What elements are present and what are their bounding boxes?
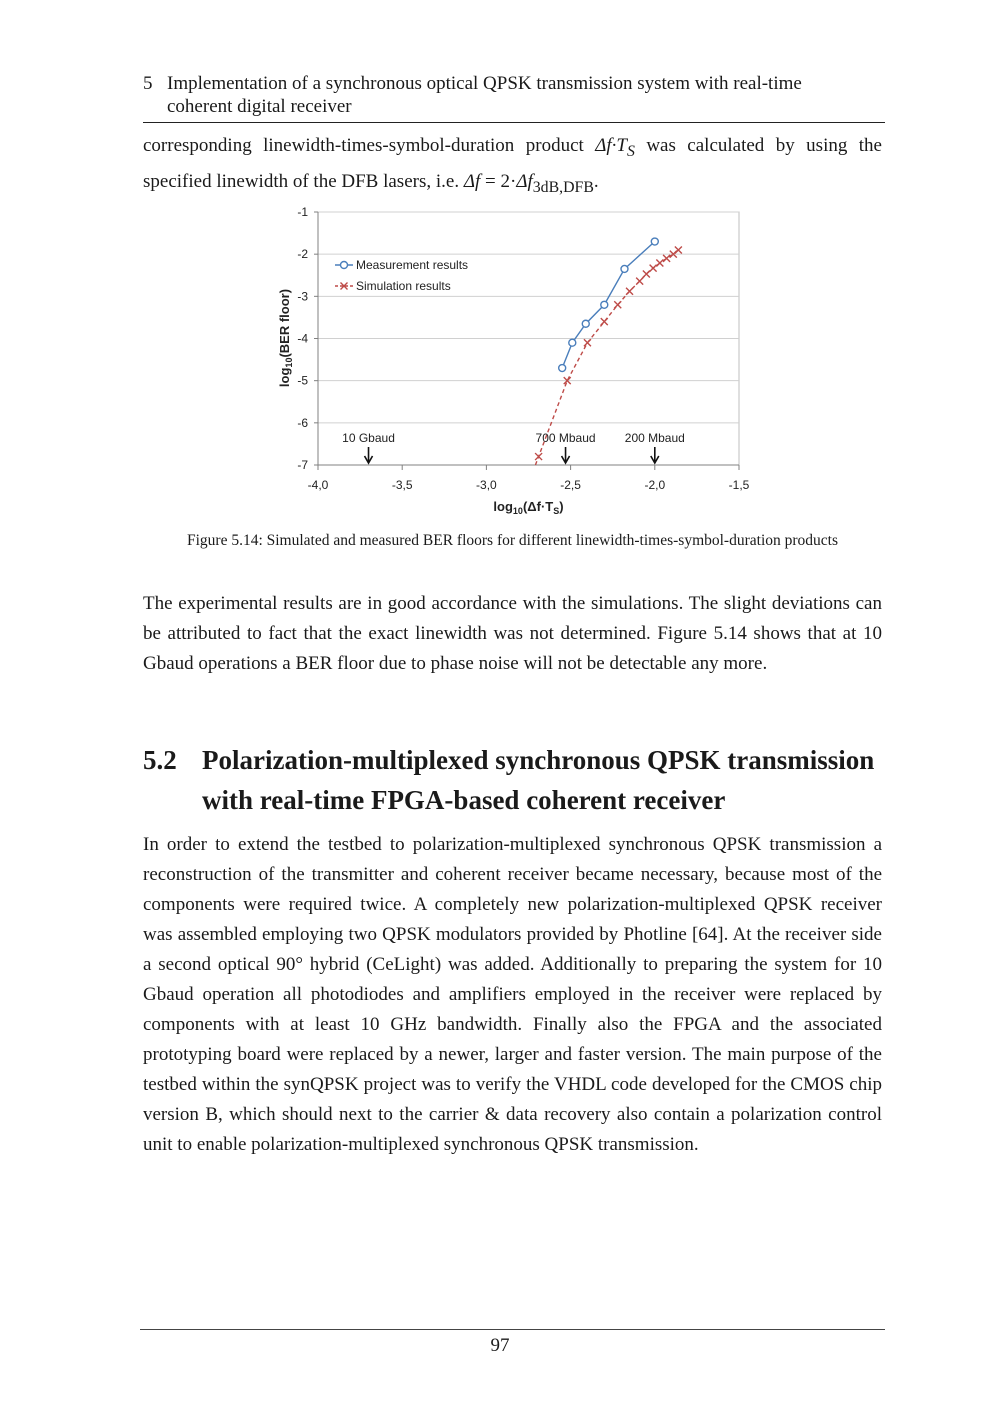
y-tick-label: -4 xyxy=(297,331,308,346)
x-tick-label: -2,5 xyxy=(560,478,581,492)
intro-text-4: . xyxy=(593,170,599,192)
series-line-measurement xyxy=(562,242,655,369)
intro-text-2: was calculated by using the specified linewidth of the DFB lasers, i.e. xyxy=(143,135,882,192)
testbed-paragraph: In order to extend the testbed to polarization-multiplexed synchronous QPSK transmission a reconstruction of the transmitter and coherent receiver became necessary, because most of the components were required twice. A completely new polarization-multiplexed QPSK receiver was assembled employing two QPSK modulators provided by Photline [64]. At the receiver side a second optical 90° hybrid (CeLight) was added. Additionally to preparing the system for 10 Gbaud operation all photodiodes and amplifiers employed in the receiver were replaced by components with at least 10 GHz bandwidth. Finally also the FPGA and the associated prototyping board were replaced by a newer, larger and faster version. The main purpose of the testbed within the synQPSK project was to verify the VHDL code developed for the CMOS chip version B, which should next to the carrier & data recovery also contain a polarization control unit to enable polarization-multiplexed synchronous QPSK transmission. xyxy=(143,834,882,1155)
intro-math-2: Δf xyxy=(463,170,481,192)
section-title: Polarization-multiplexed synchronous QPSK transmission with real-time FPGA-based coherent receiver xyxy=(202,745,875,815)
x-tick-label: -2,0 xyxy=(644,478,666,492)
chapter-title-line1: Implementation of a synchronous optical QPSK transmission system with real-time xyxy=(167,73,802,94)
page-number: 97 xyxy=(490,1335,510,1356)
intro-text-1: corresponding linewidth-times-symbol-duration product xyxy=(143,135,596,156)
annotation-label: 700 Mbaud xyxy=(535,431,596,445)
section-number: 5.2 xyxy=(143,745,177,775)
intro-math-3: Δf xyxy=(516,170,533,192)
annotation-label: 200 Mbaud xyxy=(624,431,685,445)
data-point-simulation xyxy=(535,453,542,460)
section-heading xyxy=(143,740,885,820)
legend-marker xyxy=(341,262,348,269)
x-tick-label: -4,0 xyxy=(307,478,329,492)
data-point-measurement xyxy=(651,238,658,245)
intro-math-1-sub: S xyxy=(626,142,635,160)
results-paragraph: The experimental results are in good accordance with the simulations. The slight deviations can be attributed to fact that the exact linewidth was not determined. Figure 5.14 shows that at 10 Gbaud operations a BER floor due to phase noise will not be detectable any more. xyxy=(143,593,882,674)
legend-label: Simulation results xyxy=(356,279,451,293)
data-point-measurement xyxy=(621,265,628,272)
y-tick-label: -5 xyxy=(297,373,308,388)
data-point-simulation xyxy=(675,246,682,253)
y-tick-label: -1 xyxy=(297,205,308,219)
chapter-title-line2: coherent digital receiver xyxy=(167,96,352,117)
intro-text-3: = 2· xyxy=(480,170,517,192)
footer-rule xyxy=(140,1329,885,1330)
y-tick-label: -2 xyxy=(297,247,308,262)
intro-math-1: Δf·T xyxy=(595,135,627,156)
data-point-simulation xyxy=(584,339,591,346)
data-point-measurement xyxy=(559,365,566,372)
data-point-simulation xyxy=(626,288,633,295)
data-point-measurement xyxy=(601,301,608,308)
data-point-simulation xyxy=(614,301,621,308)
x-tick-label: -1,5 xyxy=(728,478,750,492)
annotation-label: 10 Gbaud xyxy=(342,431,395,445)
chapter-number: 5 xyxy=(143,73,153,94)
data-point-measurement xyxy=(569,339,576,346)
y-tick-label: -6 xyxy=(297,415,308,430)
data-point-simulation xyxy=(656,260,663,267)
figure-caption: Figure 5.14: Simulated and measured BER floors for different linewidth-times-symbol-duration products xyxy=(186,532,839,549)
data-point-simulation xyxy=(663,255,670,262)
legend-label: Measurement results xyxy=(356,258,469,272)
data-point-simulation xyxy=(636,278,643,285)
x-tick-label: -3,5 xyxy=(391,478,413,492)
y-axis-label: $\log_{10}(BER$ floor) xyxy=(277,288,294,388)
x-tick-label: -3,0 xyxy=(476,478,497,492)
ber-floor-chart xyxy=(0,0,1000,530)
data-point-simulation xyxy=(601,318,608,325)
data-point-simulation xyxy=(643,270,650,277)
intro-math-3-sub: 3dB,DFB xyxy=(532,178,594,196)
data-point-measurement xyxy=(582,320,589,327)
x-axis-label: $\log_{10}(\Delta f\cdot T_S)$ xyxy=(493,499,564,516)
y-tick-label: -3 xyxy=(297,289,308,304)
y-tick-label: -7 xyxy=(297,458,308,472)
data-point-simulation xyxy=(650,265,657,272)
